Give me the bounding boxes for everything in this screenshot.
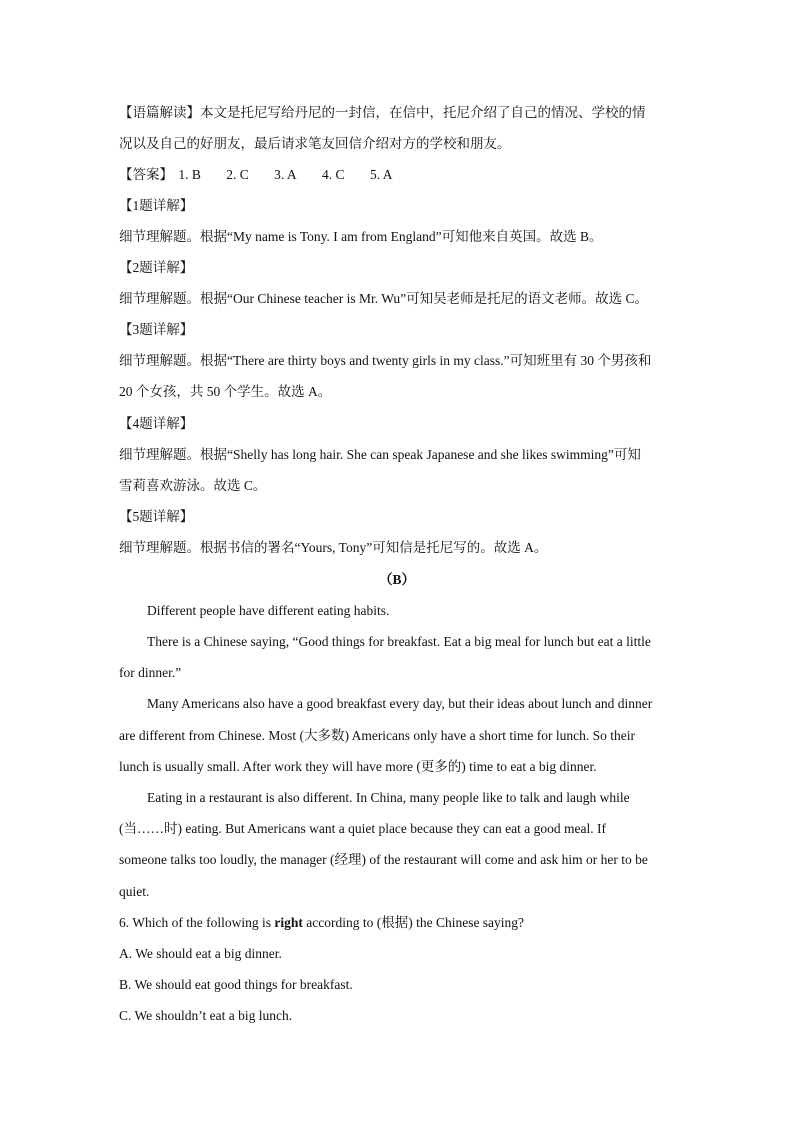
explanation-heading-4: 【4题详解】 xyxy=(119,416,194,431)
explanation-text-5: 细节理解题。根据书信的署名“Yours, Tony”可知信是托尼写的。故选 A。 xyxy=(119,540,548,555)
question-6-option-a: A. We should eat a big dinner. xyxy=(119,946,282,961)
passage-paragraph-4-line-3: someone talks too loudly, the manager (经理) of the restaurant will come and ask him or her to be xyxy=(119,852,648,867)
answer-label: 【答案】 xyxy=(119,167,173,182)
passage-paragraph-2-line-1: There is a Chinese saying, “Good things for breakfast. Eat a big meal for lunch but eat a little xyxy=(147,634,651,649)
answer-item: 5. A xyxy=(369,167,393,182)
passage-paragraph-3-line-1: Many Americans also have a good breakfast every day, but their ideas about lunch and dinner xyxy=(147,696,653,711)
explanation-text-3a: 细节理解题。根据“There are thirty boys and twenty girls in my class.”可知班里有 30 个男孩和 xyxy=(119,353,652,368)
passage-paragraph-4-line-1: Eating in a restaurant is also different. In China, many people like to talk and laugh while xyxy=(147,790,630,805)
explanation-heading-3: 【3题详解】 xyxy=(119,322,194,337)
explanation-text-4a: 细节理解题。根据“Shelly has long hair. She can speak Japanese and she likes swimming”可知 xyxy=(119,447,641,462)
question-6-stem-start: 6. Which of the following is xyxy=(119,915,275,930)
passage-paragraph-4-line-4: quiet. xyxy=(119,884,150,899)
question-6-stem xyxy=(119,913,524,933)
passage-paragraph-3-line-3: lunch is usually small. After work they will have more (更多的) time to eat a big dinner. xyxy=(119,759,597,774)
explanation-text-1: 细节理解题。根据“My name is Tony. I am from England”可知他来自英国。故选 B。 xyxy=(119,229,603,244)
analysis-line-2: 况以及自己的好朋友，最后请求笔友回信介绍对方的学校和朋友。 xyxy=(119,136,511,151)
explanation-heading-2: 【2题详解】 xyxy=(119,260,194,275)
question-6-option-c: C. We shouldn’t eat a big lunch. xyxy=(119,1008,293,1023)
passage-paragraph-2-line-2: for dinner.” xyxy=(119,665,182,680)
question-6-option-b: B. We should eat good things for breakfast. xyxy=(119,977,353,992)
passage-paragraph-3-line-2: are different from Chinese. Most (大多数) Americans only have a short time for lunch. So their xyxy=(119,728,635,743)
analysis-line-1: 【语篇解读】本文是托尼写给丹尼的一封信，在信中，托尼介绍了自己的情况、学校的情 xyxy=(119,105,646,120)
explanation-text-4b: 雪莉喜欢游泳。故选 C。 xyxy=(119,478,267,493)
section-b-title: （B） xyxy=(378,572,415,587)
answer-item: 4. C xyxy=(322,167,345,182)
answer-item: 2. C xyxy=(226,167,249,182)
question-6-keyword: right xyxy=(274,915,303,930)
answer-item: 3. A xyxy=(274,167,297,182)
explanation-text-3b: 20 个女孩，共 50 个学生。故选 A。 xyxy=(119,384,332,399)
passage-paragraph-4-line-2: (当……时) eating. But Americans want a quiet place because they can eat a good meal. If xyxy=(119,821,606,836)
explanation-text-2: 细节理解题。根据“Our Chinese teacher is Mr. Wu”可知吴老师是托尼的语文老师。故选 C。 xyxy=(119,291,649,306)
answer-item: 1. B xyxy=(178,167,201,182)
passage-paragraph-1: Different people have different eating habits. xyxy=(147,603,390,618)
question-6-stem-end: according to (根据) the Chinese saying? xyxy=(302,915,525,930)
explanation-heading-1: 【1题详解】 xyxy=(119,198,194,213)
answer-key xyxy=(119,165,414,185)
explanation-heading-5: 【5题详解】 xyxy=(119,509,194,524)
